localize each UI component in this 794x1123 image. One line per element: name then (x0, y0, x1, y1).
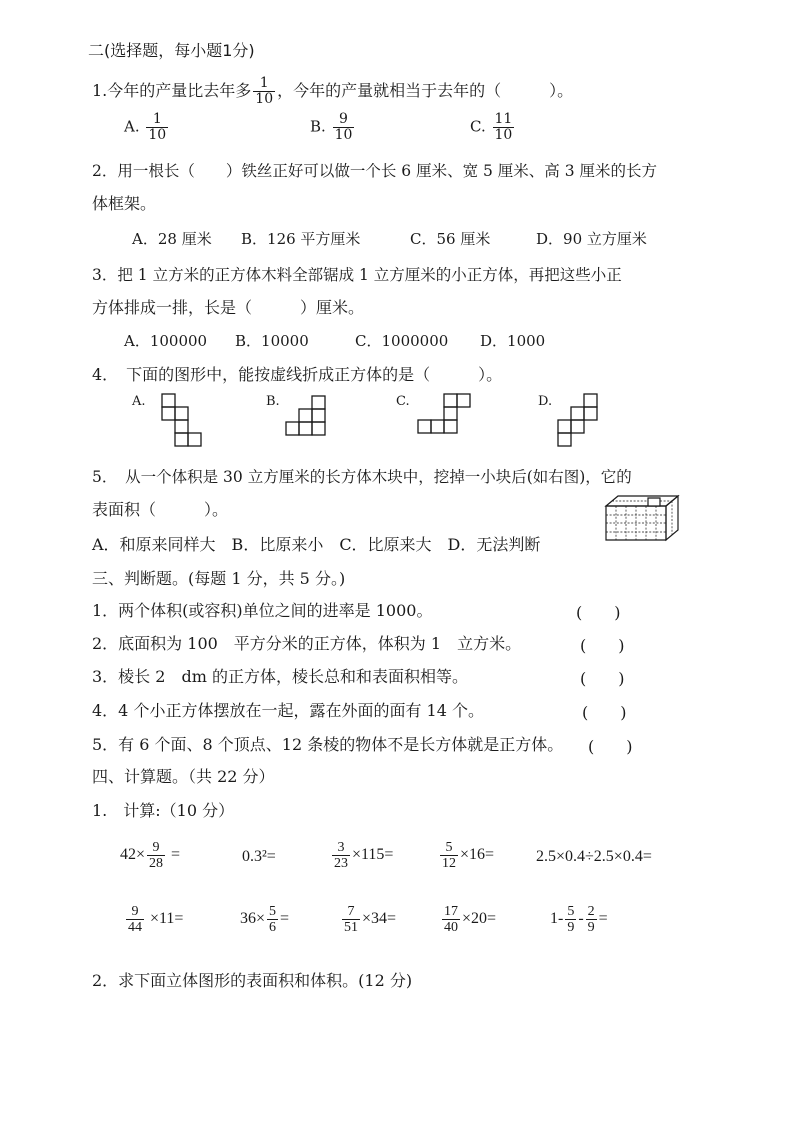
question-3-line-2: 方体排成一排，长是（ ）厘米。 (92, 298, 365, 317)
q4-option-d-label: D. (538, 394, 553, 409)
q1-option-a: A. $\frac{1}{10}$ (124, 111, 167, 143)
q4-option-a-label: A. (132, 394, 146, 409)
calculation-q2-label: 2．求下面立体图形的表面积和体积。(12 分) (92, 971, 413, 990)
calc-expression-6: $\frac{9}{44}$ ×11= (128, 904, 184, 935)
judgement-answer-3[interactable]: ( ) (580, 669, 625, 688)
question-5-line-2: 表面积（ ）。 (92, 500, 229, 519)
judgement-answer-4[interactable]: ( ) (582, 703, 627, 722)
calc-expression-7: 36× $\frac{5}{6}$ = (240, 904, 290, 935)
q4-option-c-label: C. (396, 394, 410, 409)
q4-net-figure-b (282, 392, 352, 442)
calc-expression-3: $\frac{3}{23}$ ×115= (334, 840, 394, 871)
q4-net-figure-c (412, 392, 482, 442)
q4-option-b-label: B. (266, 394, 280, 409)
q3-option-b: B．10000 (235, 332, 309, 350)
judgement-answer-5[interactable]: ( ) (588, 737, 633, 756)
q3-option-a: A．100000 (124, 332, 208, 350)
q1-option-b: B. $\frac{9}{10}$ (310, 111, 353, 143)
judgement-item-1: 1．两个体积(或容积)单位之间的进率是 1000。 (92, 601, 433, 620)
section-title-calculation: 四、计算题。（共 22 分） (92, 767, 275, 786)
judgement-item-4: 4．4 个小正方体摆放在一起，露在外面的面有 14 个。 (92, 701, 484, 720)
question-1-text-b: ，今年的产量就相当于去年的（ ）。 (277, 81, 574, 100)
q4-net-figure-d (554, 392, 614, 452)
judgement-item-2: 2．底面积为 100 平方分米的正方体，体积为 1 立方米。 (92, 634, 522, 653)
question-1-text-a: 1.今年的产量比去年多 (92, 81, 252, 100)
section-title-judgement: 三、判断题。(每题 1 分，共 5 分。) (92, 569, 346, 588)
section-title-choice: 二(选择题，每小题1分) (88, 41, 255, 60)
q2-option-a: A．28 厘米 (132, 230, 212, 248)
q2-option-c: C．56 厘米 (410, 230, 491, 248)
q5-cuboid-figure (604, 492, 684, 544)
judgement-answer-2[interactable]: ( ) (580, 636, 625, 655)
question-2-line-1: 2．用一根长（ ）铁丝正好可以做一个长 6 厘米、宽 5 厘米、高 3 厘米的长方 (92, 162, 658, 180)
calc-expression-2: 0.3²= (242, 848, 276, 865)
q2-option-b: B．126 平方厘米 (241, 230, 361, 248)
question-4: 4． 下面的图形中，能按虚线折成正方体的是（ ）。 (92, 365, 503, 384)
question-1-fraction: $\frac{1}{10}$ (255, 75, 274, 107)
question-3-line-1: 3．把 1 立方米的正方体木料全部锯成 1 立方厘米的小正方体，再把这些小正 (92, 266, 622, 284)
question-5-options: A．和原来同样大 B．比原来小 C．比原来大 D．无法判断 (92, 535, 541, 554)
calc-expression-1: 42× $\frac{9}{28}$ = (120, 840, 181, 871)
q4-net-figure-a (150, 392, 210, 458)
calc-expression-10: 1- $\frac{5}{9}$ - $\frac{2}{9}$ = (550, 904, 608, 935)
judgement-item-3: 3．棱长 2 dm 的正方体，棱长总和和表面积相等。 (92, 667, 468, 686)
q1-option-c: C. $\frac{11}{10}$ (470, 111, 513, 143)
q2-option-d: D．90 立方厘米 (536, 230, 647, 248)
question-2-line-2: 体框架。 (92, 194, 157, 213)
calc-expression-9: $\frac{17}{40}$ ×20= (444, 904, 497, 935)
calc-expression-5: 2.5×0.4÷2.5×0.4= (536, 848, 652, 865)
question-1 (92, 76, 573, 107)
calculation-q1-label: 1. 计算:（10 分） (92, 801, 235, 820)
judgement-item-5: 5．有 6 个面、8 个顶点、12 条棱的物体不是长方体就是正方体。 (92, 735, 564, 754)
calc-expression-8: $\frac{7}{51}$ ×34= (344, 904, 397, 935)
question-5-line-1: 5． 从一个体积是 30 立方厘米的长方体木块中，挖掉一小块后(如右图)，它的 (92, 468, 632, 486)
q3-option-c: C．1000000 (355, 332, 449, 350)
calc-expression-4: $\frac{5}{12}$ ×16= (442, 840, 495, 871)
q3-option-d: D．1000 (480, 332, 546, 350)
judgement-answer-1[interactable]: ( ) (576, 603, 621, 622)
